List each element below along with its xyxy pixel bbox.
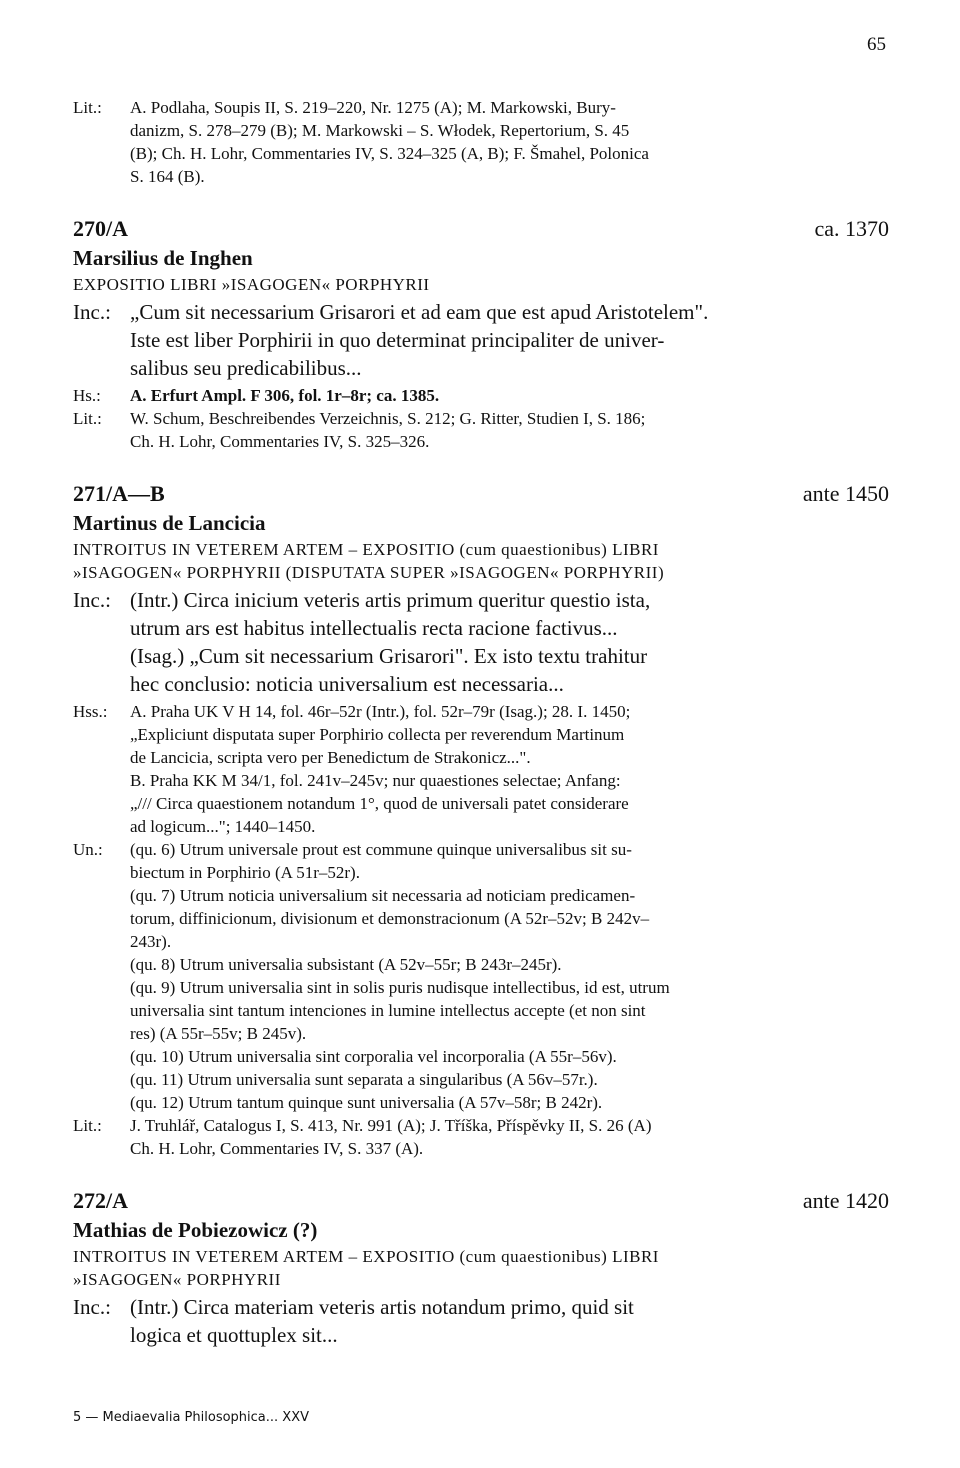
text-line: »ISAGOGEN« PORPHYRII (DISPUTATA SUPER »ISAGOGEN« PORPHYRII) — [73, 563, 665, 582]
page-number: 65 — [867, 34, 886, 55]
literature — [73, 1114, 889, 1160]
lit-text — [130, 1114, 889, 1160]
text-line: res) (A 55r–55v; B 245v). — [130, 1024, 307, 1043]
entry-title — [73, 538, 889, 584]
entry-title: EXPOSITIO LIBRI »ISAGOGEN« PORPHYRII — [73, 275, 430, 294]
text-line: „/// Circa quaestionem notandum 1°, quod de universali patet considerare — [130, 794, 629, 813]
text-line: A. Praha UK V H 14, fol. 46r–52r (Intr.), fol. 52r–79r (Isag.); 28. I. 1450; — [130, 702, 631, 721]
text-line: (qu. 8) Utrum universalia subsistant (A 52v–55r; B 243r–245r). — [130, 955, 562, 974]
entry-author: Mathias de Pobiezowicz (?) — [73, 1218, 318, 1242]
hs-text: A. Erfurt Ampl. F 306, fol. 1r–8r; ca. 1385. — [130, 386, 440, 405]
page-content — [73, 96, 889, 1349]
text-line: biectum in Porphirio (A 51r–52r). — [130, 863, 360, 882]
lit-label: Lit.: — [73, 1116, 102, 1135]
text-line: Ch. H. Lohr, Commentaries IV, S. 337 (A). — [130, 1139, 424, 1158]
lit-label: Lit.: — [73, 98, 102, 117]
text-line: danizm, S. 278–279 (B); M. Markowski – S. Włodek, Repertorium, S. 45 — [130, 121, 630, 140]
text-line: de Lancicia, scripta vero per Benedictum de Strakonicz...". — [130, 748, 531, 767]
text-line: (qu. 10) Utrum universalia sint corporalia vel incorporalia (A 55r–56v). — [130, 1047, 617, 1066]
entry-271-header — [73, 481, 889, 507]
entry-id: 272/A — [73, 1188, 128, 1213]
text-line: logica et quottuplex sit... — [130, 1323, 338, 1347]
text-line: (qu. 9) Utrum universalia sint in solis puris nudisque intellectibus, id est, utrum — [130, 978, 670, 997]
text-line: 243r). — [130, 932, 172, 951]
text-line: (Intr.) Circa materiam veteris artis notandum primo, quid sit — [130, 1295, 634, 1319]
lit-text — [130, 96, 889, 188]
hss-label: Hss.: — [73, 702, 108, 721]
entry-272-header — [73, 1188, 889, 1214]
entry-id: 270/A — [73, 216, 128, 241]
inc-label: Inc.: — [73, 1295, 111, 1319]
text-line: Iste est liber Porphirii in quo determinat principaliter de univer- — [130, 328, 665, 352]
text-line: (qu. 7) Utrum noticia universalium sit necessaria ad noticiam predicamen- — [130, 886, 636, 905]
entry-title — [73, 1245, 889, 1291]
text-line: B. Praha KK M 34/1, fol. 241v–245v; nur quaestiones selectae; Anfang: — [130, 771, 621, 790]
text-line: S. 164 (B). — [130, 167, 205, 186]
text-line: A. Podlaha, Soupis II, S. 219–220, Nr. 1275 (A); M. Markowski, Bury- — [130, 98, 616, 117]
incipit — [73, 298, 889, 382]
hss-text — [130, 700, 889, 838]
text-line: (B); Ch. H. Lohr, Commentaries IV, S. 324–325 (A, B); F. Šmahel, Polonica — [130, 144, 649, 163]
text-line: salibus seu predicabilibus... — [130, 356, 362, 380]
inc-label: Inc.: — [73, 588, 111, 612]
inc-text — [130, 298, 889, 382]
hs-label: Hs.: — [73, 386, 101, 405]
un-text — [130, 838, 889, 1114]
text-line: (qu. 6) Utrum universale prout est commune quinque universalibus sit su- — [130, 840, 632, 859]
text-line: W. Schum, Beschreibendes Verzeichnis, S. 212; G. Ritter, Studien I, S. 186; — [130, 409, 646, 428]
incipit — [73, 586, 889, 698]
text-line: ad logicum..."; 1440–1450. — [130, 817, 316, 836]
lit-label: Lit.: — [73, 409, 102, 428]
text-line: (Isag.) „Cum sit necessarium Grisarori". Ex isto textu trahitur — [130, 644, 648, 668]
incipit — [73, 1293, 889, 1349]
text-line: hec conclusio: noticia universalium est necessaria... — [130, 672, 564, 696]
entry-id: 271/A—B — [73, 481, 165, 506]
text-line: »ISAGOGEN« PORPHYRII — [73, 1270, 281, 1289]
text-line: INTROITUS IN VETEREM ARTEM – EXPOSITIO (cum quaestionibus) LIBRI — [73, 540, 659, 559]
inc-text — [130, 586, 889, 698]
text-line: torum, diffinicionum, divisionum et demonstracionum (A 52r–52v; B 242v– — [130, 909, 650, 928]
text-line: (Intr.) Circa inicium veteris artis primum queritur questio ista, — [130, 588, 651, 612]
literature — [73, 407, 889, 453]
page-footer: 5 — Mediaevalia Philosophica... XXV — [73, 1410, 309, 1425]
inc-text — [130, 1293, 889, 1349]
entry-author: Marsilius de Inghen — [73, 246, 253, 270]
inc-label: Inc.: — [73, 300, 111, 324]
entry-date: ante 1420 — [802, 1188, 889, 1213]
entry-author: Martinus de Lancicia — [73, 511, 266, 535]
entry-270-header — [73, 216, 889, 242]
unedited-questions — [73, 838, 889, 1114]
lit-text — [130, 407, 889, 453]
text-line: (qu. 11) Utrum universalia sunt separata a singularibus (A 56v–57r.). — [130, 1070, 598, 1089]
text-line: utrum ars est habitus intellectualis recta racione factivus... — [130, 616, 618, 640]
entry-date: ca. 1370 — [814, 216, 889, 241]
text-line: (qu. 12) Utrum tantum quinque sunt universalia (A 57v–58r; B 242r). — [130, 1093, 603, 1112]
text-line: J. Truhlář, Catalogus I, S. 413, Nr. 991 (A); J. Tříška, Příspěvky II, S. 26 (A) — [130, 1116, 652, 1135]
text-line: „Expliciunt disputata super Porphirio collecta per reverendum Martinum — [130, 725, 625, 744]
manuscripts — [73, 700, 889, 838]
text-line: Ch. H. Lohr, Commentaries IV, S. 325–326. — [130, 432, 430, 451]
text-line: INTROITUS IN VETEREM ARTEM – EXPOSITIO (cum quaestionibus) LIBRI — [73, 1247, 659, 1266]
un-label: Un.: — [73, 840, 103, 859]
top-literature — [73, 96, 889, 188]
manuscript — [73, 384, 889, 407]
text-line: universalia sint tantum intenciones in lumine intellectus accepte (et non sint — [130, 1001, 646, 1020]
entry-date: ante 1450 — [802, 481, 889, 506]
text-line: „Cum sit necessarium Grisarori et ad eam que est apud Aristotelem". — [130, 300, 709, 324]
